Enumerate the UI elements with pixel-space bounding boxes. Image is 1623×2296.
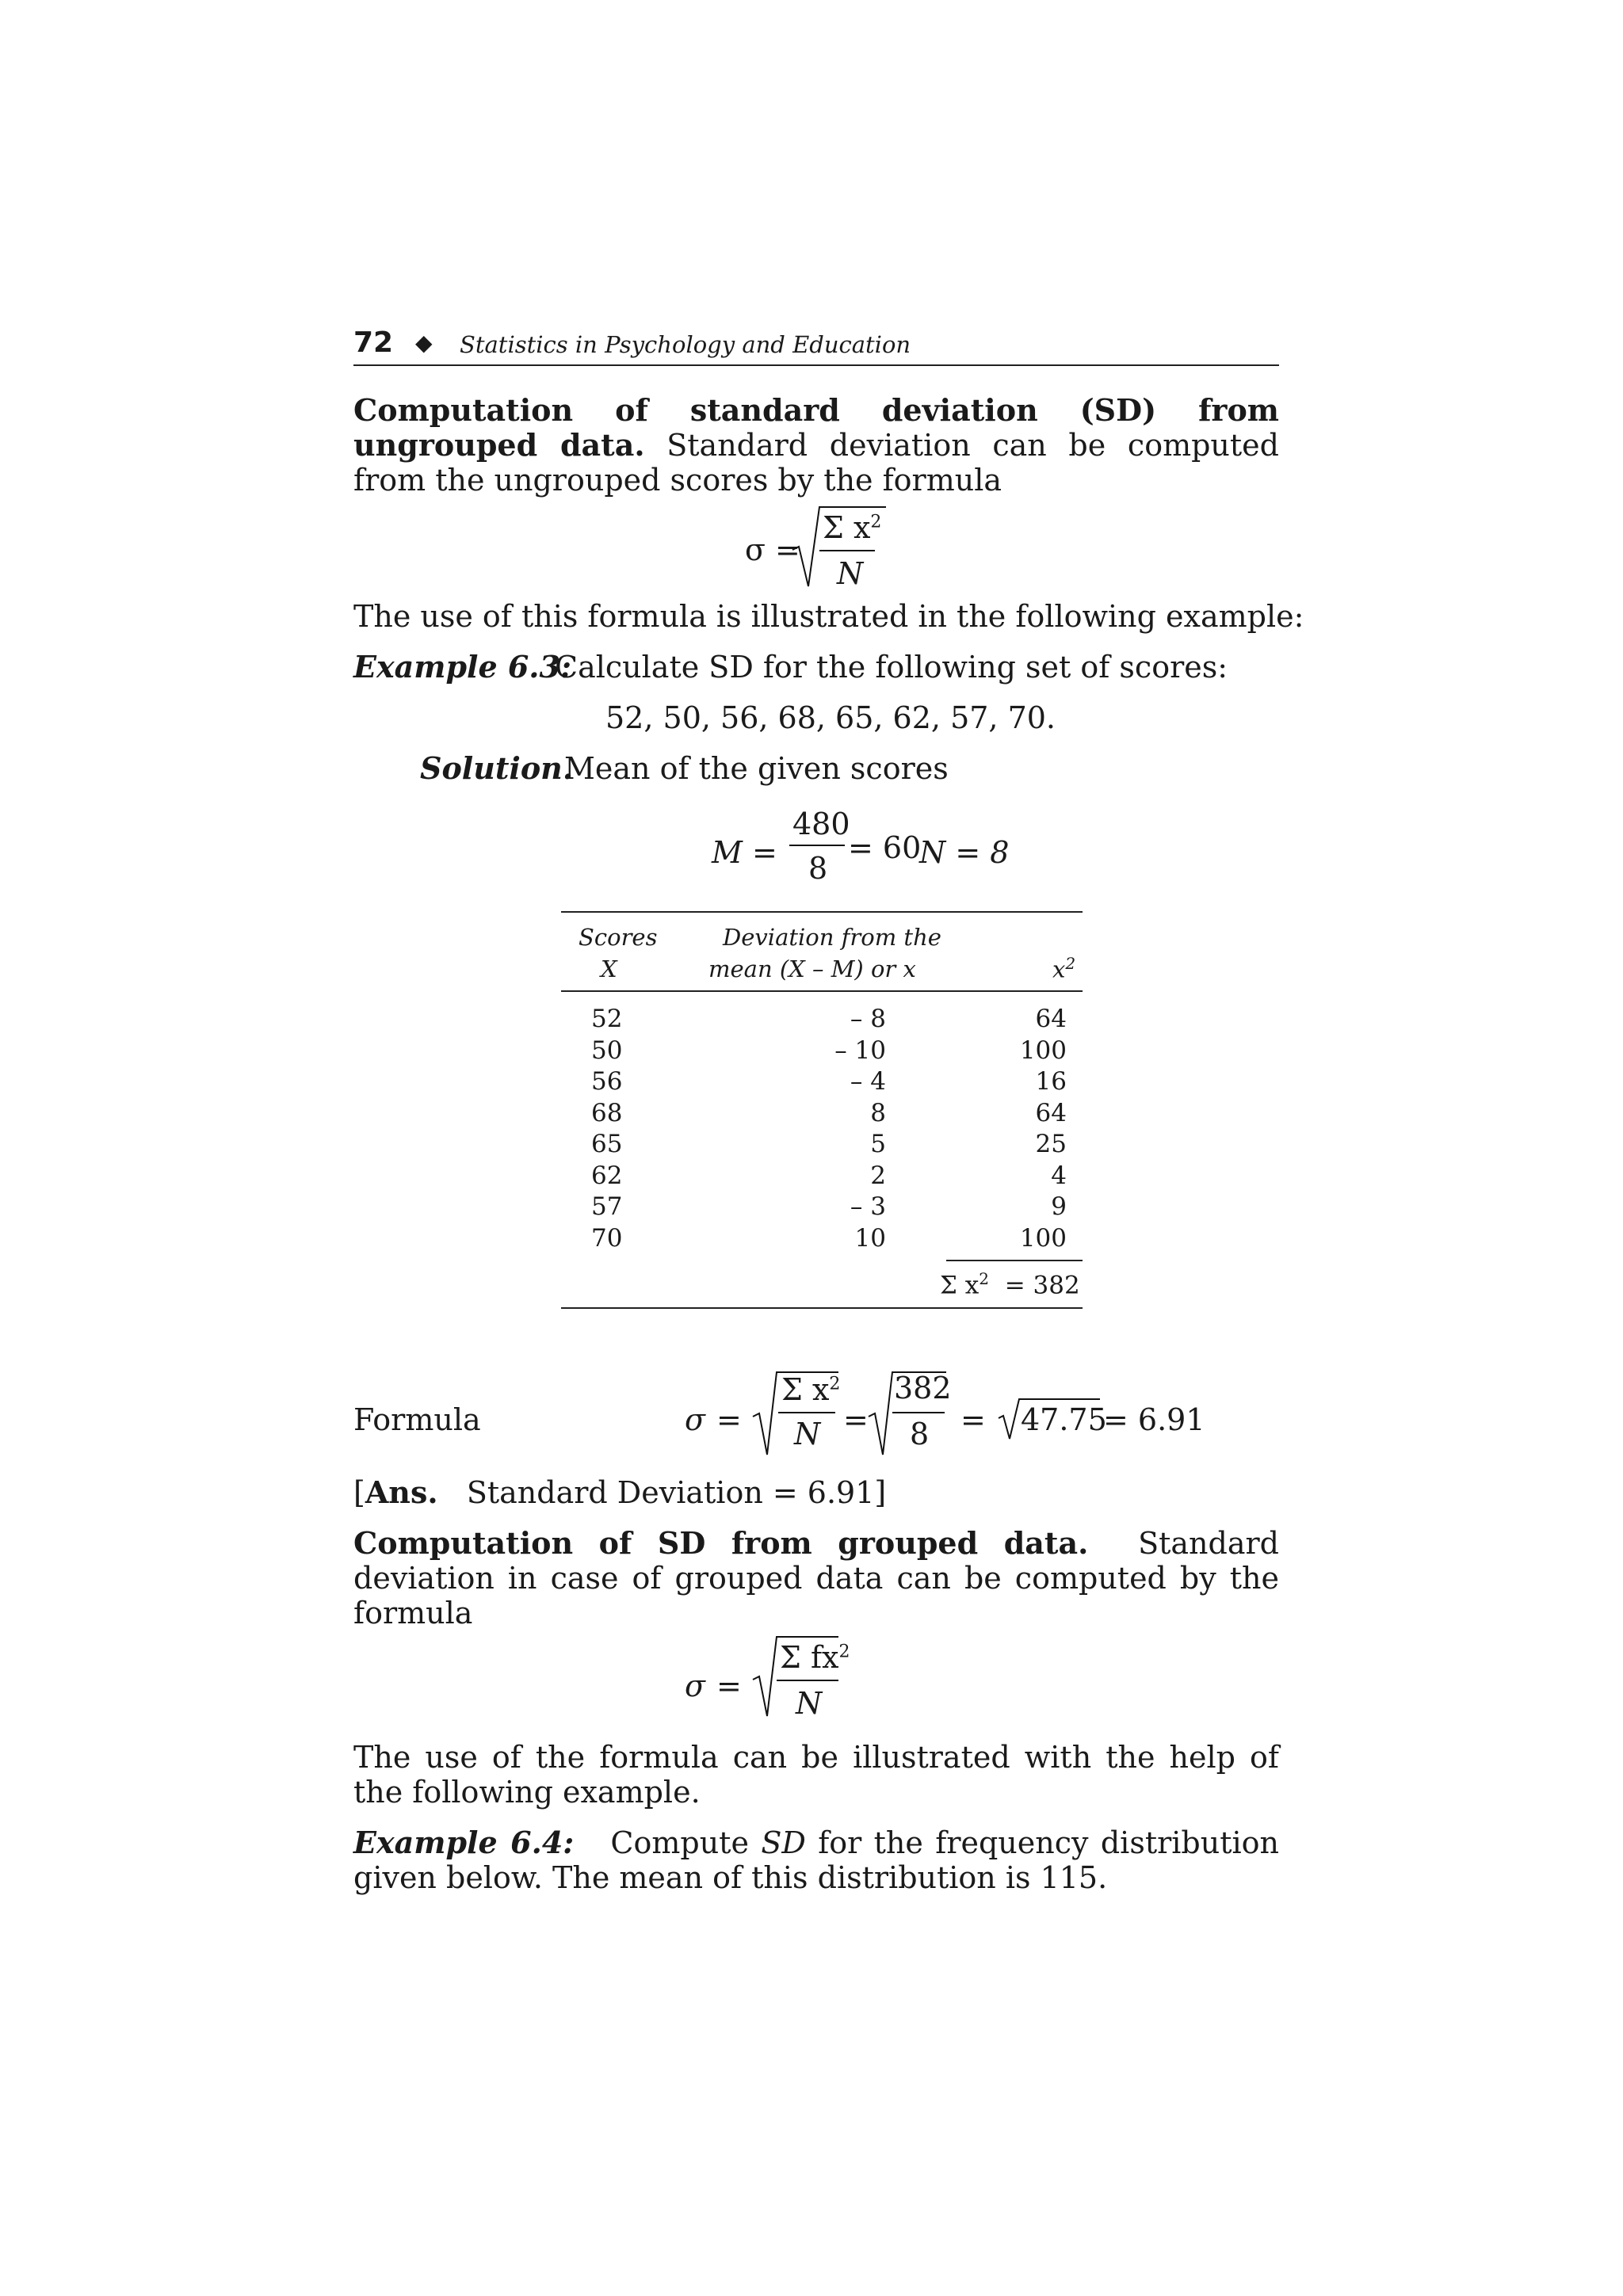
square-cell: 25 <box>1035 1130 1067 1158</box>
formula1-lhs: σ = <box>745 532 800 567</box>
formula-den2: 8 <box>910 1417 930 1451</box>
square-cell: 64 <box>1035 1005 1067 1033</box>
section1-text: Standard deviation can be computed from the ungrouped scores by the formula <box>353 428 1279 498</box>
sum-rule <box>946 1260 1083 1261</box>
deviation-table <box>561 911 1083 1309</box>
square-cell: 100 <box>1019 1035 1067 1065</box>
col3-header: $x^2$ <box>1052 954 1076 983</box>
score-cell: 52 <box>591 1005 623 1033</box>
page-header <box>353 323 1279 366</box>
formula-fraction-bar1 <box>778 1412 835 1413</box>
example63-label: Example 6.3: <box>353 649 571 685</box>
deviation-cell: – 8 <box>850 1005 886 1033</box>
answer-label: Ans. <box>365 1474 438 1510</box>
example64-label: Example 6.4: <box>353 1825 575 1860</box>
deviation-cell: 10 <box>854 1223 886 1253</box>
formula-fraction-bar2 <box>892 1412 945 1413</box>
col2-header-line1: Deviation from the <box>723 924 941 951</box>
formula2-denominator: N <box>796 1686 823 1721</box>
score-cell: 56 <box>591 1067 623 1096</box>
mean-equation <box>712 807 1013 894</box>
formula-computation <box>685 1363 1208 1458</box>
deviation-cell: 2 <box>870 1161 886 1190</box>
formula-label: Formula <box>353 1402 481 1437</box>
square-cell: 64 <box>1035 1098 1067 1127</box>
section1-heading: Computation of standard deviation (SD) from ungrouped data. <box>353 392 1279 463</box>
mean-lhs: M = <box>712 835 777 870</box>
illustration-text: The use of this formula is illustrated in the following example: <box>353 599 1304 634</box>
square-cell: 9 <box>1051 1192 1067 1221</box>
formula2-sigma: σ <box>685 1669 705 1703</box>
sum-row: Σ $x^2 = 382$ <box>940 1269 1080 1300</box>
square-cell: 100 <box>1019 1223 1067 1253</box>
formula-den1: N <box>794 1417 821 1451</box>
score-cell: 65 <box>591 1130 623 1158</box>
formula-sqrt3: 47.75 <box>1021 1402 1107 1437</box>
answer-text: Standard Deviation = 6.91] <box>466 1475 887 1510</box>
n-equals: N = 8 <box>919 835 1010 870</box>
deviation-cell: – 4 <box>850 1067 886 1096</box>
square-cell: 16 <box>1035 1067 1067 1096</box>
diamond-icon: ◆ <box>415 330 433 356</box>
col1-header-line1: Scores <box>579 924 658 951</box>
formula-eq2: = <box>843 1402 869 1437</box>
score-cell: 62 <box>591 1161 623 1190</box>
example63-label-line <box>353 650 571 685</box>
illustration2-paragraph: The use of the formula can be illustrated with the help of the following example. <box>353 1740 1279 1810</box>
square-cell: 4 <box>1051 1161 1067 1190</box>
mean-result: = 60 <box>848 830 922 865</box>
score-cell: 70 <box>591 1223 623 1253</box>
formula-eq3: = <box>960 1402 986 1437</box>
formula2-fraction-bar <box>777 1680 838 1681</box>
deviation-cell: 5 <box>870 1130 886 1158</box>
formula1-denominator: N <box>837 556 864 591</box>
formula-result: = 6.91 <box>1103 1402 1205 1437</box>
col2-header-line2: mean (X – M) or x <box>708 955 916 982</box>
formula2-numerator: Σ $fx^2$ <box>780 1640 850 1675</box>
formula-eq1: = <box>716 1402 742 1437</box>
deviation-cell: – 10 <box>834 1035 886 1065</box>
solution-label-wrap <box>420 751 573 786</box>
table-bottom-rule <box>561 1307 1083 1309</box>
example63-scores: 52, 50, 56, 68, 65, 62, 57, 70. <box>605 700 1056 735</box>
page-number: 72 <box>353 326 394 359</box>
formula-num1: Σ $x^2$ <box>781 1372 841 1407</box>
formula-sigma: σ <box>685 1402 705 1437</box>
section1-paragraph <box>353 393 1279 498</box>
table-top-rule <box>561 911 1083 913</box>
section2-text: Standard deviation in case of grouped data can be computed by the formula <box>353 1526 1279 1630</box>
book-title: Statistics in Psychology and Education <box>460 331 911 358</box>
answer-line: [Ans. Standard Deviation = 6.91] <box>353 1474 887 1510</box>
formula-sd-grouped <box>685 1634 859 1721</box>
score-cell: 68 <box>591 1098 623 1127</box>
example64-paragraph: Example 6.4: Compute SD for the frequency distribution given below. The mean of this distribution is 115. <box>353 1825 1279 1895</box>
table-header-rule <box>561 990 1083 992</box>
mean-denominator: 8 <box>808 851 828 886</box>
formula1-fraction-bar <box>819 550 875 551</box>
formula-num2: 382 <box>894 1371 952 1405</box>
section2-paragraph <box>353 1526 1279 1630</box>
solution-label: Solution. <box>420 750 574 786</box>
mean-numerator: 480 <box>792 807 850 841</box>
formula1-numerator: Σ $x^2$ <box>823 510 882 545</box>
deviation-cell: – 3 <box>850 1192 886 1221</box>
solution-text: Mean of the given scores <box>564 751 949 786</box>
formula-sd-ungrouped <box>745 504 888 591</box>
section2-heading: Computation of SD from grouped data. <box>353 1525 1089 1561</box>
score-cell: 50 <box>591 1035 623 1065</box>
mean-fraction-bar <box>789 845 845 846</box>
deviation-cell: 8 <box>870 1098 886 1127</box>
formula2-eq: = <box>716 1669 742 1703</box>
col1-header-line2: X <box>601 955 617 982</box>
score-cell: 57 <box>591 1192 623 1221</box>
example63-text: Calculate SD for the following set of scores: <box>555 650 1228 685</box>
